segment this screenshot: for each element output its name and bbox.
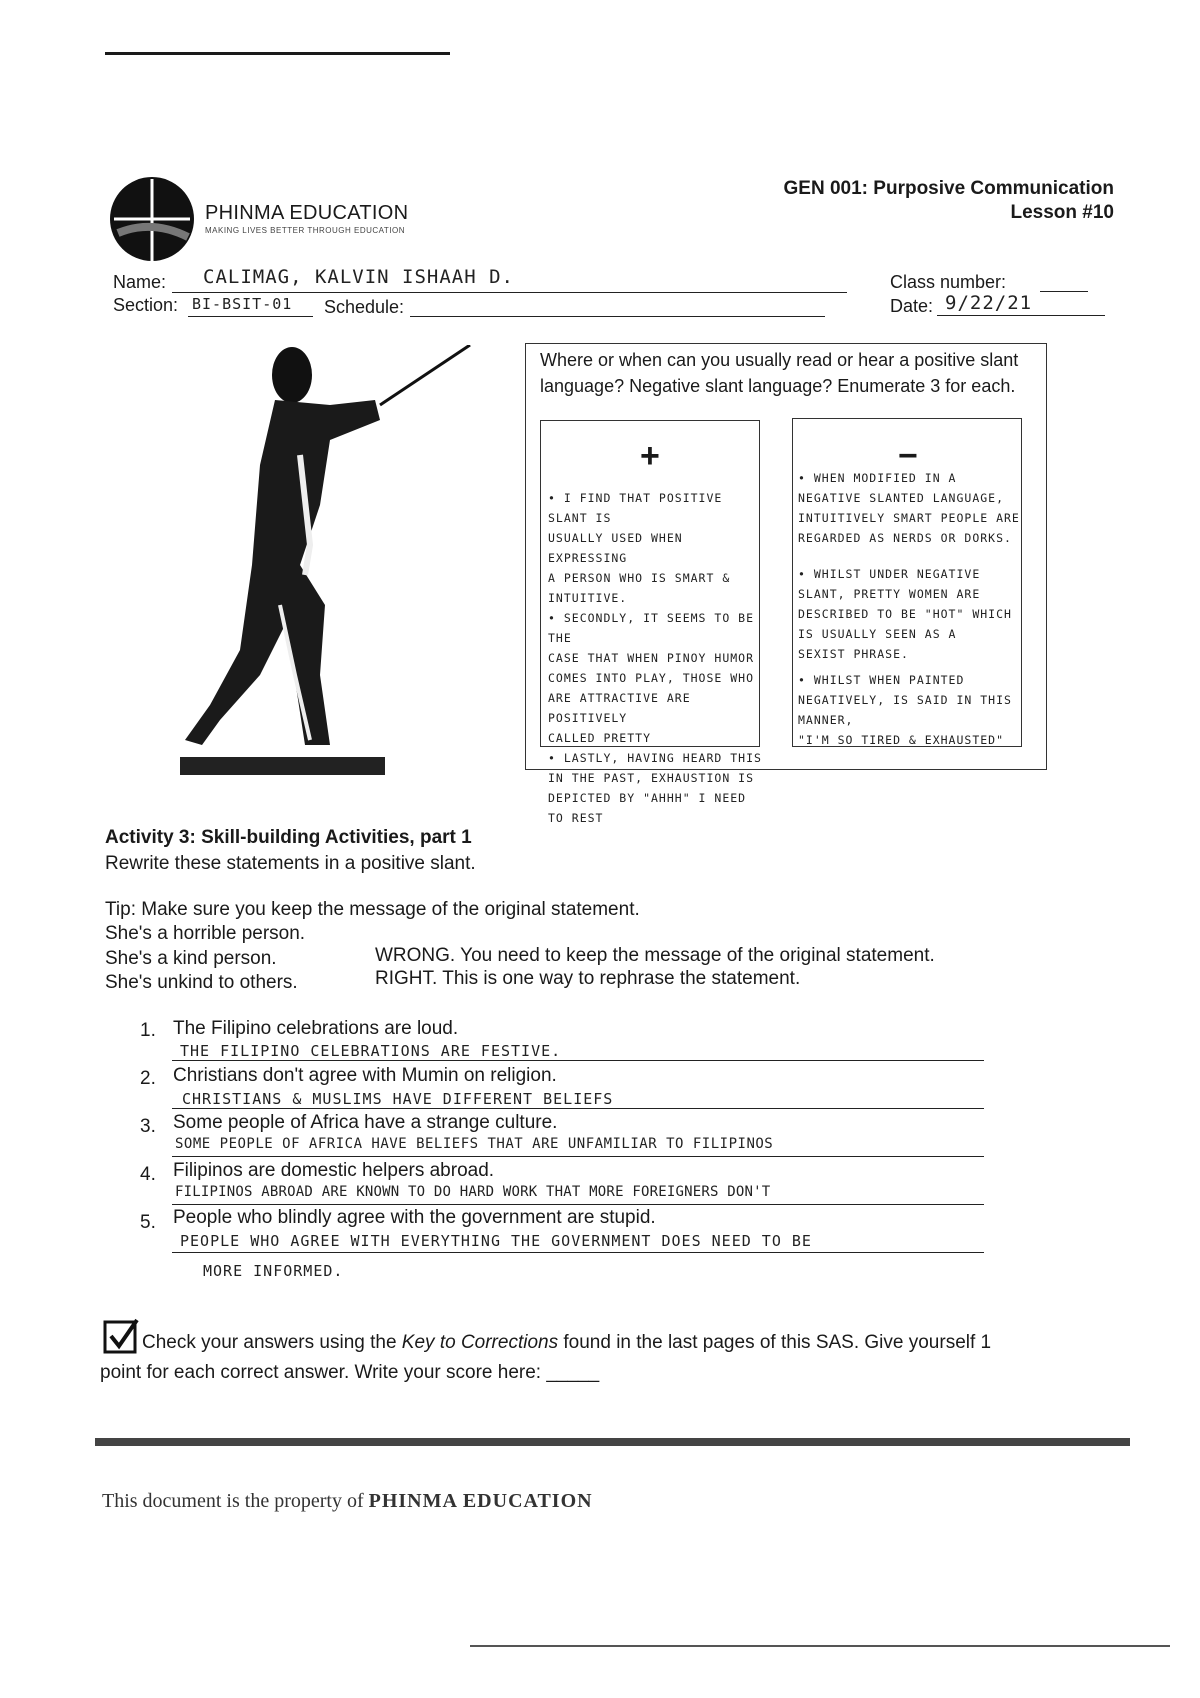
item-answer: CHRISTIANS & MUSLIMS HAVE DIFFERENT BELIEFS — [182, 1090, 614, 1108]
item-number: 5. — [140, 1212, 156, 1233]
item-statement: The Filipino celebrations are loud. — [173, 1018, 459, 1039]
fencer-illustration-icon — [180, 345, 480, 780]
positive-line: A PERSON WHO IS SMART & — [548, 571, 731, 585]
logo-tagline: MAKING LIVES BETTER THROUGH EDUCATION — [205, 226, 406, 235]
answer-line — [172, 1156, 984, 1157]
item-statement: Some people of Africa have a strange culture. — [173, 1112, 558, 1133]
date-label: Date: — [890, 296, 934, 316]
class-number-label: Class number: — [890, 272, 1007, 292]
positive-line: • SECONDLY, IT SEEMS TO BE THE — [548, 611, 755, 645]
positive-answer — [548, 488, 763, 828]
check-text-post: found in the last pages of this SAS. Give yourself 1 — [558, 1332, 992, 1353]
answer-line — [172, 1060, 984, 1061]
negative-line: DESCRIBED TO BE "HOT" WHICH — [798, 607, 1012, 621]
negative-line: • WHILST UNDER NEGATIVE — [798, 567, 981, 581]
item-number: 4. — [140, 1164, 156, 1185]
schedule-underline — [410, 316, 825, 317]
name-label: Name: — [113, 272, 167, 292]
question-prompt: Where or when can you usually read or hear a positive slant language? Negative slant language? Enumerate 3 for each. — [540, 350, 1019, 396]
negative-line: INTUITIVELY SMART PEOPLE ARE — [798, 511, 1020, 525]
footer-brand: PHINMA EDUCATION — [368, 1490, 593, 1512]
negative-line: NEGATIVELY, IS SAID IN THIS MANNER, — [798, 693, 1012, 727]
checkbox-checked-icon — [103, 1318, 141, 1354]
section-label: Section: — [113, 295, 179, 315]
item-statement: Christians don't agree with Mumin on religion. — [173, 1065, 557, 1086]
example-right: She's unkind to others. — [105, 972, 298, 993]
positive-line: IN THE PAST, EXHAUSTION IS — [548, 771, 755, 785]
tip-text: Tip: Make sure you keep the message of the original statement. — [105, 899, 640, 920]
positive-line: USUALLY USED WHEN EXPRESSING — [548, 531, 683, 565]
activity-instruction: Rewrite these statements in a positive slant. — [105, 853, 476, 874]
negative-line: NEGATIVE SLANTED LANGUAGE, — [798, 491, 1005, 505]
footer-text: This document is the property of — [102, 1490, 369, 1512]
bottom-rule — [95, 1438, 1130, 1446]
phinma-logo-icon — [108, 175, 200, 263]
score-line: point for each correct answer. Write your score here: _____ — [100, 1362, 600, 1383]
negative-line: SEXIST PHRASE. — [798, 647, 909, 661]
item-answer: FILIPINOS ABROAD ARE KNOWN TO DO HARD WORK THAT MORE FOREIGNERS DON'T — [175, 1184, 771, 1200]
negative-answer — [798, 468, 1043, 750]
example-wrong-note: WRONG. You need to keep the message of the original statement. — [375, 945, 935, 966]
item-number: 1. — [140, 1020, 156, 1041]
section-value: BI-BSIT-01 — [192, 295, 293, 313]
positive-line: CASE THAT WHEN PINOY HUMOR — [548, 651, 755, 665]
negative-line: • WHEN MODIFIED IN A — [798, 471, 957, 485]
item-answer: SOME PEOPLE OF AFRICA HAVE BELIEFS THAT ARE UNFAMILIAR TO FILIPINOS — [175, 1136, 774, 1152]
example-wrong: She's a kind person. — [105, 948, 277, 969]
date-value: 9/22/21 — [945, 292, 1033, 314]
positive-line: CALLED PRETTY — [548, 731, 652, 745]
example-right-note: RIGHT. This is one way to rephrase the statement. — [375, 968, 801, 989]
check-text-pre: Check your answers using the — [142, 1332, 402, 1353]
minus-symbol: − — [898, 437, 918, 475]
item-answer: PEOPLE WHO AGREE WITH EVERYTHING THE GOVERNMENT DOES NEED TO BE — [180, 1232, 812, 1250]
name-underline — [172, 292, 847, 293]
activity-title: Activity 3: Skill-building Activities, part 1 — [105, 827, 472, 848]
negative-line: "I'M SO TIRED & EXHAUSTED" — [798, 733, 1005, 747]
positive-line: DEPICTED BY "AHHH" I NEED TO REST — [548, 791, 747, 825]
answer-line — [172, 1252, 984, 1253]
schedule-label: Schedule: — [324, 297, 405, 317]
item-answer: THE FILIPINO CELEBRATIONS ARE FESTIVE. — [180, 1042, 562, 1060]
key-to-corrections: Key to Corrections — [401, 1332, 559, 1353]
answer-line — [172, 1204, 984, 1205]
course-title: GEN 001: Purposive Communication — [783, 178, 1114, 199]
negative-line: • WHILST WHEN PAINTED — [798, 673, 965, 687]
item-number: 2. — [140, 1068, 156, 1089]
lesson-number: Lesson #10 — [1010, 202, 1114, 223]
item-answer-continued: MORE INFORMED. — [203, 1262, 344, 1280]
answer-line — [172, 1108, 984, 1109]
logo-name: PHINMA EDUCATION — [205, 202, 409, 224]
section-underline — [188, 316, 313, 317]
class-number-underline — [1040, 291, 1088, 292]
name-value: CALIMAG, KALVIN ISHAAH D. — [203, 266, 514, 288]
footer — [102, 1490, 593, 1513]
bottom-scan-line — [470, 1645, 1170, 1647]
positive-line: COMES INTO PLAY, THOSE WHO — [548, 671, 755, 685]
negative-line: IS USUALLY SEEN AS A — [798, 627, 957, 641]
plus-symbol: + — [640, 437, 660, 475]
example-original: She's a horrible person. — [105, 923, 306, 944]
top-rule — [105, 52, 450, 55]
positive-line: • I FIND THAT POSITIVE SLANT IS — [548, 491, 723, 525]
item-statement: Filipinos are domestic helpers abroad. — [173, 1160, 495, 1181]
item-number: 3. — [140, 1116, 156, 1137]
positive-line: ARE ATTRACTIVE ARE POSITIVELY — [548, 691, 691, 725]
check-answers-text — [142, 1332, 991, 1354]
negative-line: REGARDED AS NERDS OR DORKS. — [798, 531, 1012, 545]
negative-line: SLANT, PRETTY WOMEN ARE — [798, 587, 981, 601]
item-statement: People who blindly agree with the government are stupid. — [173, 1207, 656, 1228]
positive-line: • LASTLY, HAVING HEARD THIS — [548, 751, 762, 765]
positive-line: INTUITIVE. — [548, 591, 628, 605]
date-underline — [937, 315, 1105, 316]
